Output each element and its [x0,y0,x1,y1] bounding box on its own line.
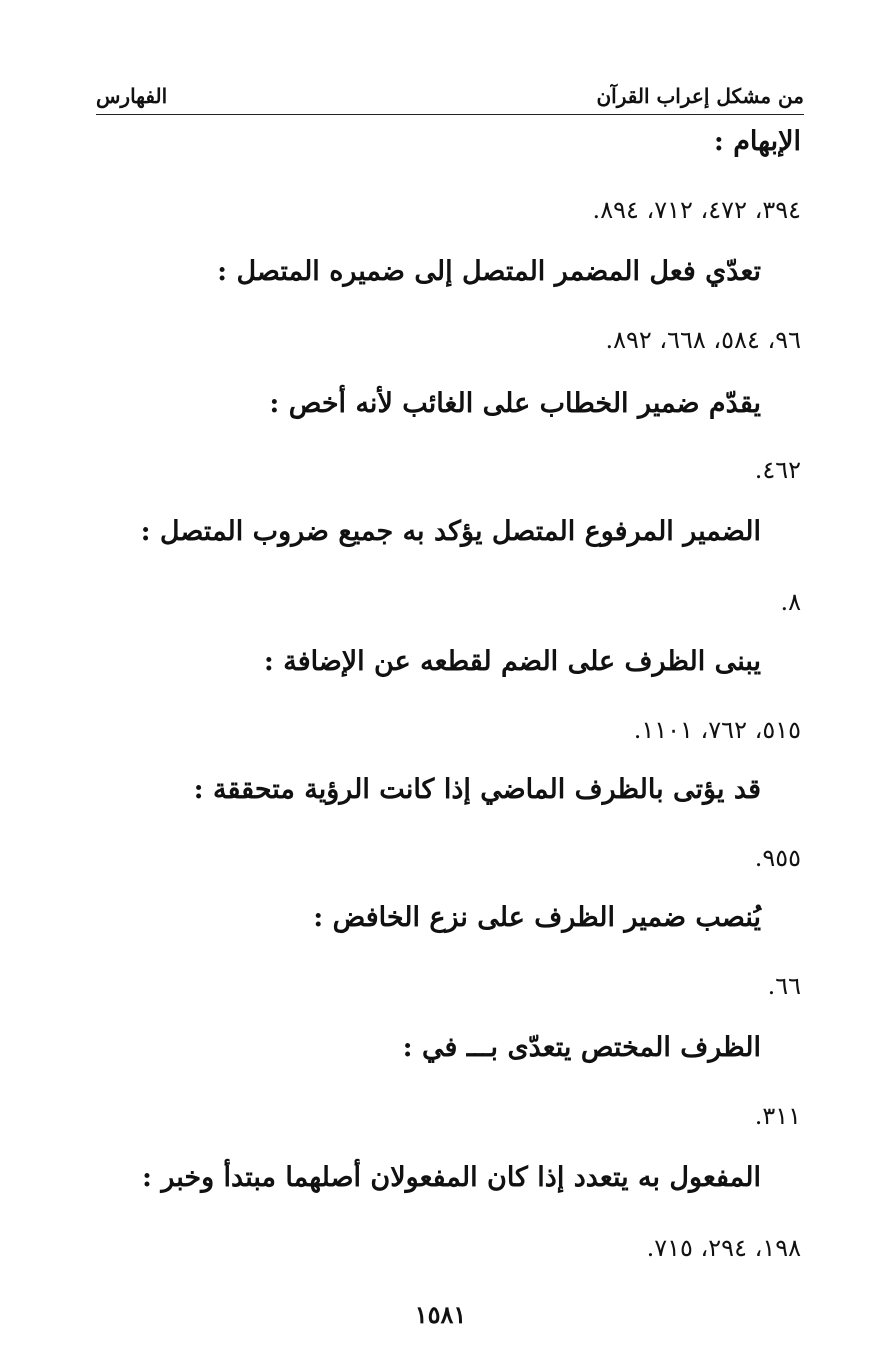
index-entry-heading: الضمير المرفوع المتصل يؤكد به جميع ضروب المتصل : [140,516,761,547]
index-entry-heading: الإبهام : [713,126,801,157]
index-entry-page-refs: ٨. [780,588,801,616]
page-number: ١٥٨١ [414,1300,467,1329]
index-entry-page-refs: ١٩٨، ٢٩٤، ٧١٥. [646,1234,801,1262]
index-entry-heading: يبنى الظرف على الضم لقطعه عن الإضافة : [263,646,761,677]
index-entry-heading: يُنصب ضمير الظرف على نزع الخافض : [313,902,761,933]
index-entry-heading: تعدّي فعل المضمر المتصل إلى ضميره المتصل : [217,256,761,287]
index-entry-heading: يقدّم ضمير الخطاب على الغائب لأنه أخص : [269,388,761,419]
index-entry-page-refs: ٤٦٢. [754,456,801,484]
index-entry-heading: قد يؤتى بالظرف الماضي إذا كانت الرؤية متحققة : [193,774,761,805]
section-title: الفهارس [96,84,168,108]
header-rule [96,114,804,115]
index-entry-page-refs: ٩٦، ٥٨٤، ٦٦٨، ٨٩٢. [605,326,801,354]
index-entry-page-refs: ٣١١. [754,1102,801,1130]
index-entry-page-refs: ٣٩٤، ٤٧٢، ٧١٢، ٨٩٤. [592,196,801,224]
running-header [96,84,804,114]
book-title: من مشكل إعراب القرآن [596,84,804,108]
index-entry-page-refs: ٥١٥، ٧٦٢، ١١٠١. [633,716,801,744]
index-entry-page-refs: ٦٦. [767,972,801,1000]
index-entry-page-refs: ٩٥٥. [754,844,801,872]
index-entry-heading: المفعول به يتعدد إذا كان المفعولان أصلهما مبتدأ وخبر : [141,1162,761,1193]
index-entry-heading: الظرف المختص يتعدّى بـــ في : [402,1032,761,1063]
